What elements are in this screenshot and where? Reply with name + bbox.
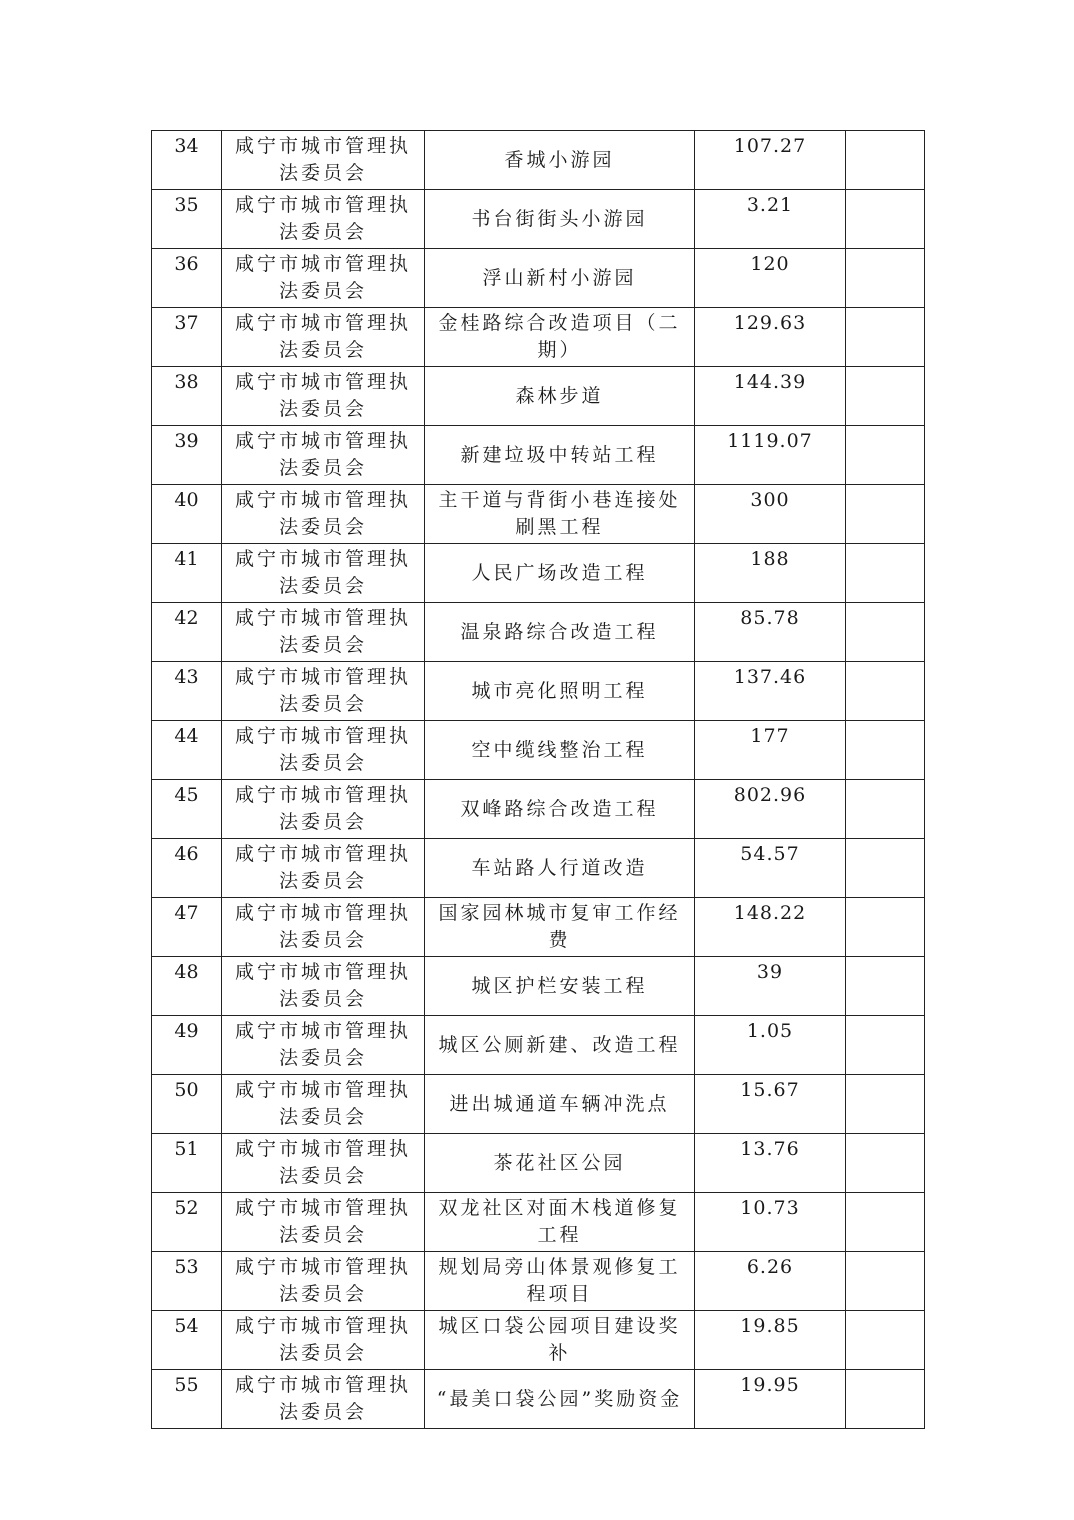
unit-name-line-2: 法委员会: [278, 870, 367, 892]
row-number-cell: 49: [152, 1016, 222, 1075]
unit-name-line-2: 法委员会: [278, 1342, 367, 1364]
unit-name-line-2: 法委员会: [278, 575, 367, 597]
project-name-cell: 香城小游园: [425, 131, 695, 190]
note-cell: [846, 839, 925, 898]
table-row: [152, 426, 925, 485]
unit-name-line-1: 咸宁市城市管理执: [234, 194, 411, 216]
note-cell: [846, 1311, 925, 1370]
project-name-cell: 城区公厕新建、改造工程: [425, 1016, 695, 1075]
project-name-cell: 规划局旁山体景观修复工程项目: [425, 1252, 695, 1311]
unit-name-cell: [222, 190, 425, 249]
unit-name-line-1: 咸宁市城市管理执: [234, 1374, 411, 1396]
table-row: [152, 308, 925, 367]
note-cell: [846, 544, 925, 603]
row-number-cell: 51: [152, 1134, 222, 1193]
amount-cell: 19.85: [695, 1311, 846, 1370]
table-row: [152, 1311, 925, 1370]
project-name-cell: 城区护栏安装工程: [425, 957, 695, 1016]
unit-name-line-1: 咸宁市城市管理执: [234, 961, 411, 983]
table-row: [152, 367, 925, 426]
unit-name-line-2: 法委员会: [278, 811, 367, 833]
row-number-cell: 52: [152, 1193, 222, 1252]
unit-name-line-2: 法委员会: [278, 162, 367, 184]
unit-name-line-2: 法委员会: [278, 988, 367, 1010]
note-cell: [846, 721, 925, 780]
unit-name-line-1: 咸宁市城市管理执: [234, 253, 411, 275]
unit-name-cell: [222, 308, 425, 367]
table-row: [152, 957, 925, 1016]
project-name-cell: 新建垃圾中转站工程: [425, 426, 695, 485]
table-body: [152, 131, 925, 1429]
unit-name-line-1: 咸宁市城市管理执: [234, 902, 411, 924]
unit-name-line-2: 法委员会: [278, 752, 367, 774]
amount-cell: 1119.07: [695, 426, 846, 485]
table-row: [152, 1370, 925, 1429]
row-number-cell: 38: [152, 367, 222, 426]
project-name-cell: 金桂路综合改造项目（二期）: [425, 308, 695, 367]
note-cell: [846, 603, 925, 662]
row-number-cell: 53: [152, 1252, 222, 1311]
amount-cell: 120: [695, 249, 846, 308]
unit-name-cell: [222, 1252, 425, 1311]
note-cell: [846, 131, 925, 190]
unit-name-line-1: 咸宁市城市管理执: [234, 312, 411, 334]
unit-name-line-2: 法委员会: [278, 516, 367, 538]
unit-name-cell: [222, 1016, 425, 1075]
note-cell: [846, 957, 925, 1016]
amount-cell: 6.26: [695, 1252, 846, 1311]
table-row: [152, 190, 925, 249]
table-row: [152, 249, 925, 308]
unit-name-line-1: 咸宁市城市管理执: [234, 371, 411, 393]
project-name-cell: 双龙社区对面木栈道修复工程: [425, 1193, 695, 1252]
amount-cell: 39: [695, 957, 846, 1016]
unit-name-line-1: 咸宁市城市管理执: [234, 548, 411, 570]
project-name-cell: 城市亮化照明工程: [425, 662, 695, 721]
unit-name-line-2: 法委员会: [278, 1224, 367, 1246]
unit-name-cell: [222, 1311, 425, 1370]
note-cell: [846, 1075, 925, 1134]
table-row: [152, 603, 925, 662]
table-row: [152, 780, 925, 839]
amount-cell: 85.78: [695, 603, 846, 662]
amount-cell: 3.21: [695, 190, 846, 249]
amount-cell: 1.05: [695, 1016, 846, 1075]
row-number-cell: 46: [152, 839, 222, 898]
row-number-cell: 37: [152, 308, 222, 367]
note-cell: [846, 1016, 925, 1075]
amount-cell: 129.63: [695, 308, 846, 367]
amount-cell: 13.76: [695, 1134, 846, 1193]
unit-name-line-1: 咸宁市城市管理执: [234, 1197, 411, 1219]
amount-cell: 137.46: [695, 662, 846, 721]
unit-name-line-1: 咸宁市城市管理执: [234, 784, 411, 806]
amount-cell: 19.95: [695, 1370, 846, 1429]
table-row: [152, 662, 925, 721]
unit-name-line-1: 咸宁市城市管理执: [234, 430, 411, 452]
unit-name-cell: [222, 1370, 425, 1429]
row-number-cell: 45: [152, 780, 222, 839]
project-name-cell: 浮山新村小游园: [425, 249, 695, 308]
row-number-cell: 42: [152, 603, 222, 662]
unit-name-cell: [222, 485, 425, 544]
note-cell: [846, 662, 925, 721]
table-row: [152, 1252, 925, 1311]
unit-name-line-2: 法委员会: [278, 634, 367, 656]
unit-name-cell: [222, 544, 425, 603]
unit-name-cell: [222, 249, 425, 308]
project-name-cell: 温泉路综合改造工程: [425, 603, 695, 662]
unit-name-line-1: 咸宁市城市管理执: [234, 607, 411, 629]
note-cell: [846, 1193, 925, 1252]
project-name-cell: 森林步道: [425, 367, 695, 426]
row-number-cell: 44: [152, 721, 222, 780]
unit-name-line-2: 法委员会: [278, 280, 367, 302]
unit-name-cell: [222, 1134, 425, 1193]
row-number-cell: 54: [152, 1311, 222, 1370]
unit-name-line-2: 法委员会: [278, 1165, 367, 1187]
unit-name-cell: [222, 898, 425, 957]
unit-name-line-1: 咸宁市城市管理执: [234, 725, 411, 747]
unit-name-line-2: 法委员会: [278, 221, 367, 243]
note-cell: [846, 426, 925, 485]
amount-cell: 144.39: [695, 367, 846, 426]
note-cell: [846, 308, 925, 367]
table-row: [152, 839, 925, 898]
note-cell: [846, 367, 925, 426]
project-funding-table: [151, 130, 925, 1429]
table-row: [152, 721, 925, 780]
unit-name-cell: [222, 426, 425, 485]
amount-cell: 15.67: [695, 1075, 846, 1134]
amount-cell: 300: [695, 485, 846, 544]
unit-name-line-2: 法委员会: [278, 1283, 367, 1305]
unit-name-cell: [222, 367, 425, 426]
row-number-cell: 50: [152, 1075, 222, 1134]
unit-name-cell: [222, 1193, 425, 1252]
unit-name-line-1: 咸宁市城市管理执: [234, 135, 411, 157]
row-number-cell: 40: [152, 485, 222, 544]
row-number-cell: 55: [152, 1370, 222, 1429]
table-row: [152, 544, 925, 603]
amount-cell: 802.96: [695, 780, 846, 839]
table-row: [152, 131, 925, 190]
unit-name-line-1: 咸宁市城市管理执: [234, 1138, 411, 1160]
table-row: [152, 1193, 925, 1252]
unit-name-cell: [222, 780, 425, 839]
project-name-cell: 空中缆线整治工程: [425, 721, 695, 780]
row-number-cell: 39: [152, 426, 222, 485]
unit-name-cell: [222, 957, 425, 1016]
unit-name-line-1: 咸宁市城市管理执: [234, 1020, 411, 1042]
row-number-cell: 48: [152, 957, 222, 1016]
project-name-cell: 主干道与背街小巷连接处刷黑工程: [425, 485, 695, 544]
unit-name-cell: [222, 1075, 425, 1134]
unit-name-line-1: 咸宁市城市管理执: [234, 666, 411, 688]
unit-name-line-2: 法委员会: [278, 1106, 367, 1128]
unit-name-line-1: 咸宁市城市管理执: [234, 1256, 411, 1278]
amount-cell: 10.73: [695, 1193, 846, 1252]
amount-cell: 148.22: [695, 898, 846, 957]
project-name-cell: 国家园林城市复审工作经费: [425, 898, 695, 957]
unit-name-line-2: 法委员会: [278, 457, 367, 479]
unit-name-cell: [222, 603, 425, 662]
unit-name-cell: [222, 839, 425, 898]
note-cell: [846, 249, 925, 308]
table-row: [152, 898, 925, 957]
row-number-cell: 43: [152, 662, 222, 721]
note-cell: [846, 1252, 925, 1311]
unit-name-line-1: 咸宁市城市管理执: [234, 1315, 411, 1337]
amount-cell: 54.57: [695, 839, 846, 898]
amount-cell: 188: [695, 544, 846, 603]
project-name-cell: 进出城通道车辆冲洗点: [425, 1075, 695, 1134]
project-name-cell: 双峰路综合改造工程: [425, 780, 695, 839]
unit-name-line-1: 咸宁市城市管理执: [234, 1079, 411, 1101]
unit-name-line-1: 咸宁市城市管理执: [234, 489, 411, 511]
project-name-cell: 城区口袋公园项目建设奖补: [425, 1311, 695, 1370]
unit-name-line-2: 法委员会: [278, 929, 367, 951]
note-cell: [846, 1134, 925, 1193]
project-name-cell: “最美口袋公园”奖励资金: [425, 1370, 695, 1429]
unit-name-line-2: 法委员会: [278, 693, 367, 715]
unit-name-cell: [222, 131, 425, 190]
table-row: [152, 1134, 925, 1193]
note-cell: [846, 1370, 925, 1429]
unit-name-cell: [222, 721, 425, 780]
project-name-cell: 书台街街头小游园: [425, 190, 695, 249]
amount-cell: 177: [695, 721, 846, 780]
note-cell: [846, 898, 925, 957]
table-row: [152, 485, 925, 544]
project-name-cell: 车站路人行道改造: [425, 839, 695, 898]
table-row: [152, 1016, 925, 1075]
note-cell: [846, 190, 925, 249]
project-name-cell: 茶花社区公园: [425, 1134, 695, 1193]
note-cell: [846, 780, 925, 839]
note-cell: [846, 485, 925, 544]
project-name-cell: 人民广场改造工程: [425, 544, 695, 603]
row-number-cell: 47: [152, 898, 222, 957]
unit-name-line-1: 咸宁市城市管理执: [234, 843, 411, 865]
unit-name-line-2: 法委员会: [278, 1401, 367, 1423]
amount-cell: 107.27: [695, 131, 846, 190]
row-number-cell: 41: [152, 544, 222, 603]
unit-name-line-2: 法委员会: [278, 398, 367, 420]
unit-name-line-2: 法委员会: [278, 1047, 367, 1069]
row-number-cell: 36: [152, 249, 222, 308]
unit-name-cell: [222, 662, 425, 721]
row-number-cell: 35: [152, 190, 222, 249]
row-number-cell: 34: [152, 131, 222, 190]
unit-name-line-2: 法委员会: [278, 339, 367, 361]
table-row: [152, 1075, 925, 1134]
